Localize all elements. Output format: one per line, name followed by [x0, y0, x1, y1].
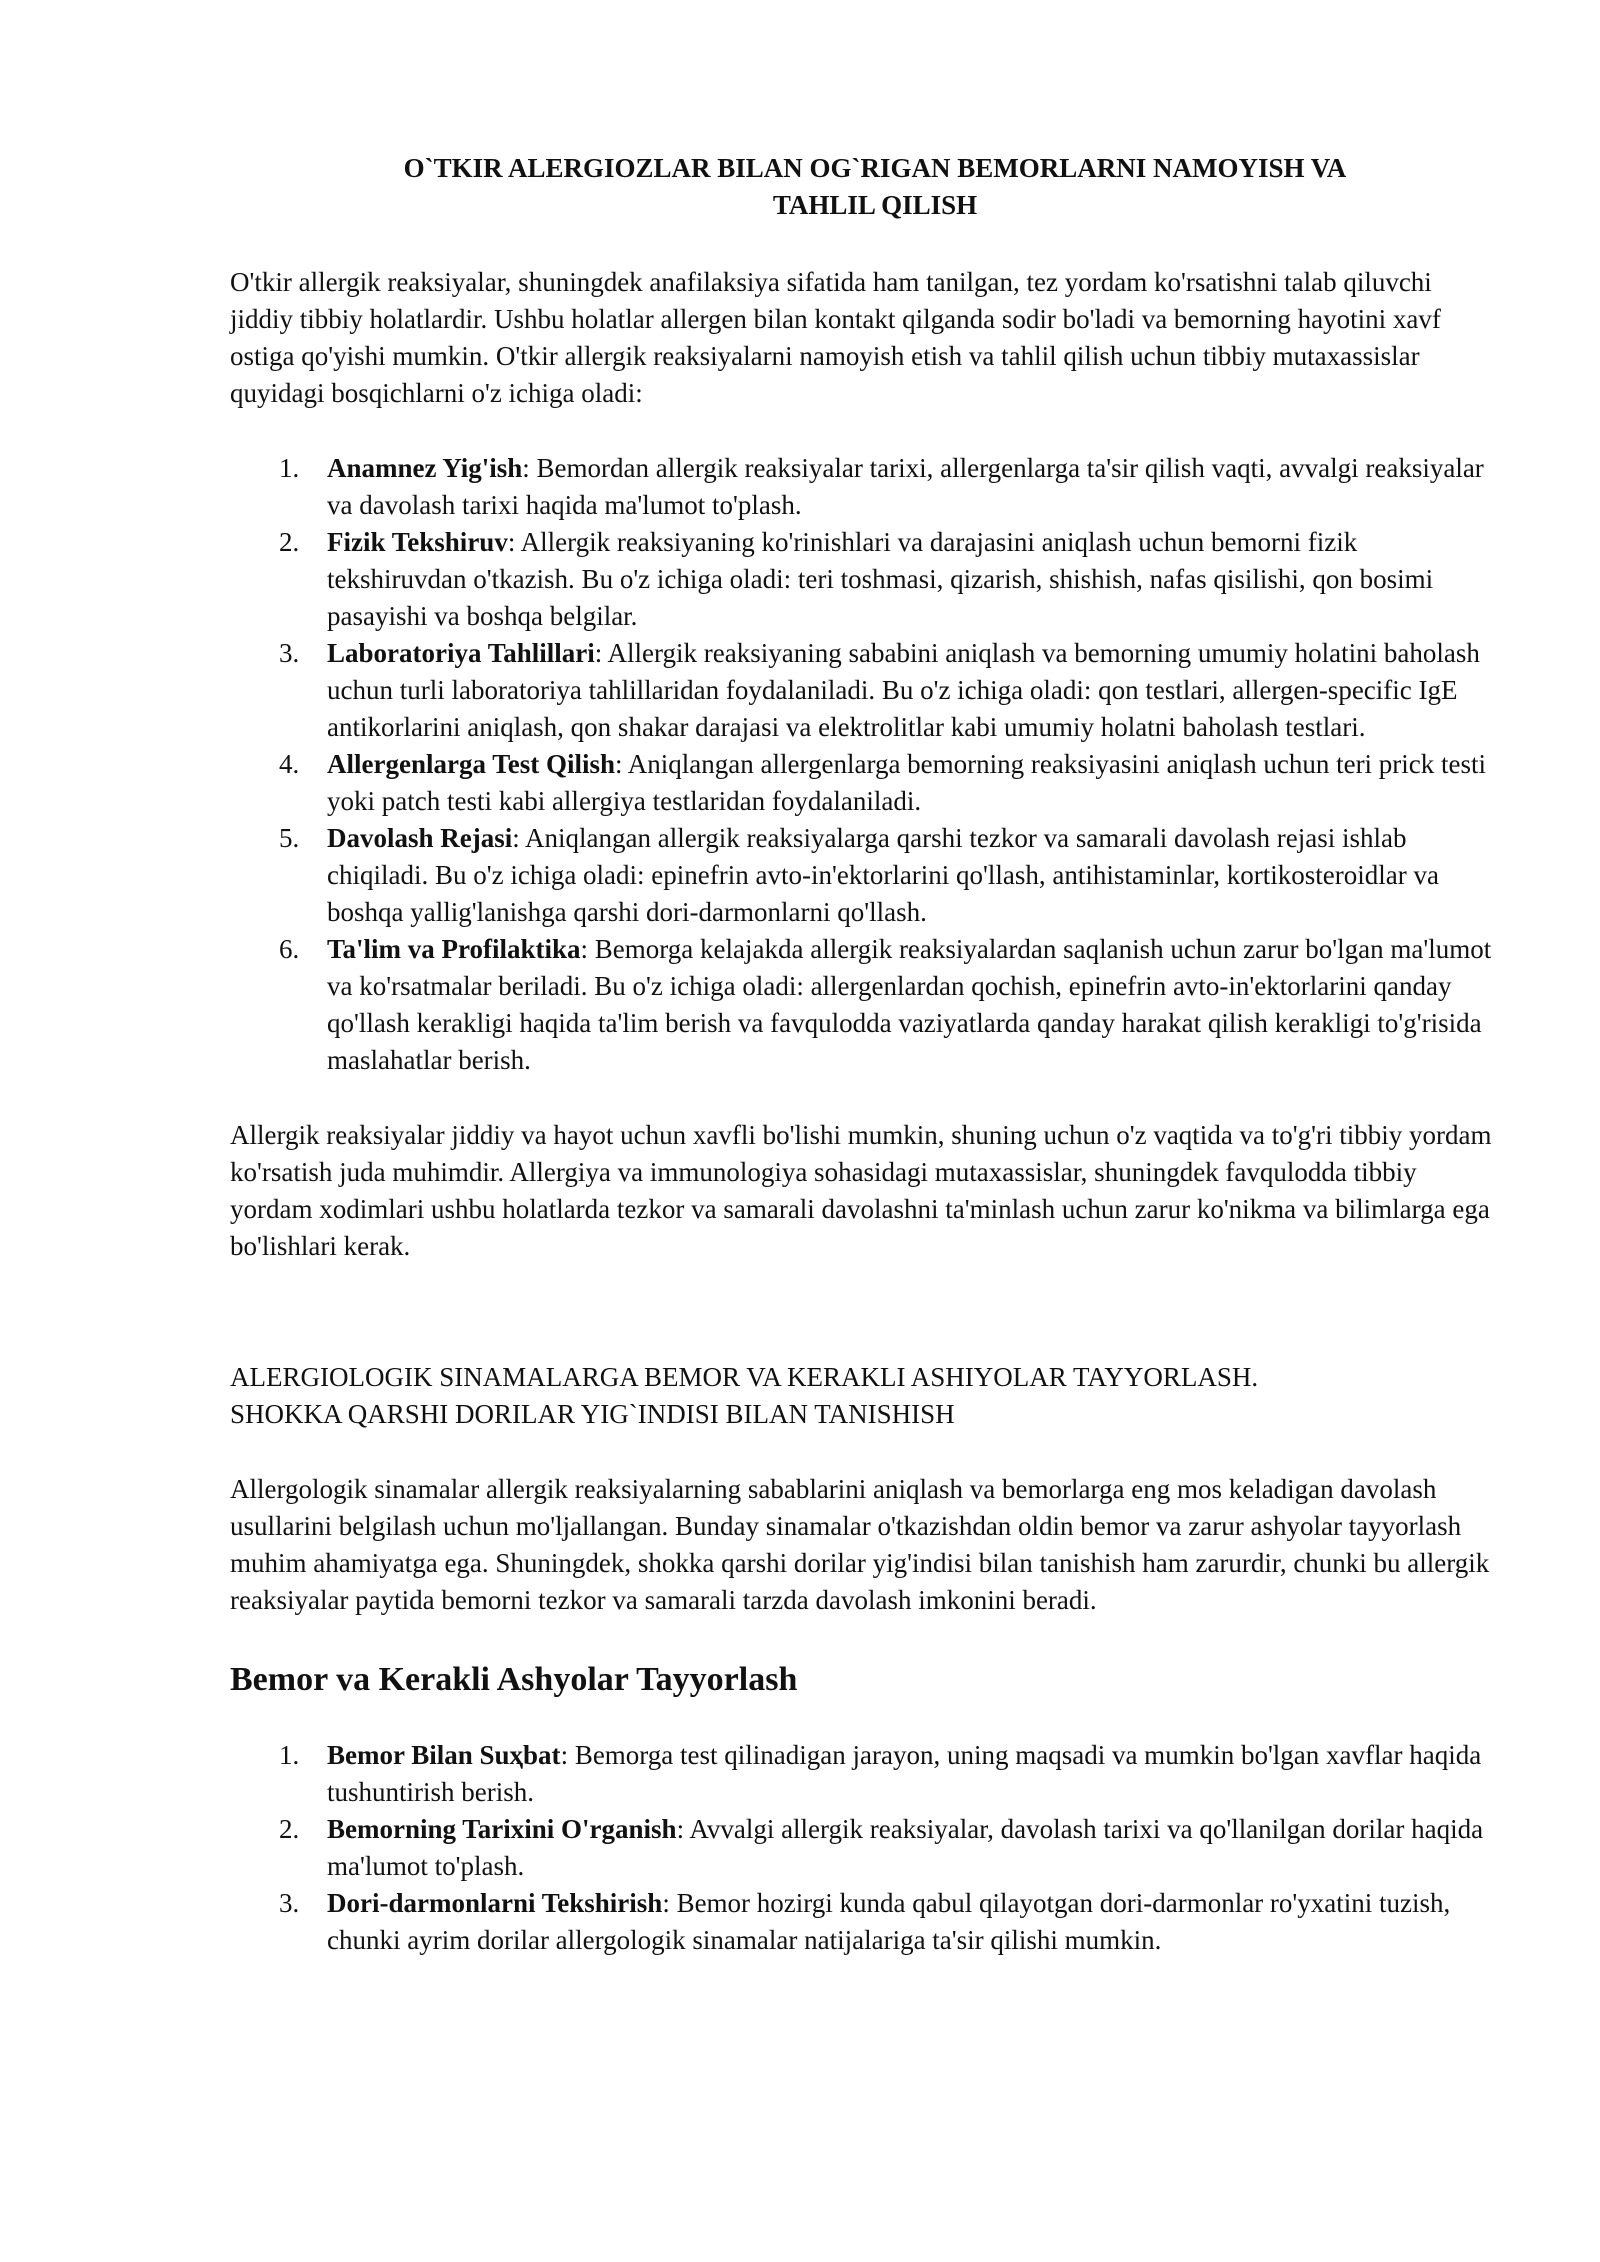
- list-item: [230, 1811, 1500, 1885]
- list-term: Davolash Rejasi: [327, 823, 513, 853]
- list-number: 6.: [279, 934, 300, 964]
- list-term: Bemor Bilan Suҳbat: [327, 1740, 561, 1770]
- list-term: Ta'lim va Profilaktika: [327, 934, 581, 964]
- list-text: : Allergik reaksiyaning ko'rinishlari va darajasini aniqlash uchun bemorni fizik tekshiruvdan o'tkazish. Bu o'z ichiga oladi: teri toshmasi, qizarish, shishish, nafas qisilishi, qon bosimi pasayishi va boshqa belgilar.: [327, 527, 1434, 631]
- list-term: Dori-darmonlarni Tekshirish: [327, 1888, 663, 1918]
- list-term: Laboratoriya Tahlillari: [327, 638, 595, 668]
- document-title: [230, 150, 1500, 224]
- section-paragraph: Allergologik sinamalar allergik reaksiyalarning sabablarini aniqlash va bemorlarga eng mos keladigan davolash usullarini belgilash uchun mo'ljallangan. Bunday sinamalar o'tkazishdan oldin bemor va zarur ashyolar tayyorlash muhim ahamiyatga ega. Shuningdek, shokka qarshi dorilar yig'indisi bilan tanishish ham zarurdir, chunki bu allergik reaksiyalar paytida bemorni tezkor va samarali tarzda davolash imkonini beradi.: [230, 1474, 1490, 1615]
- list-number: 2.: [279, 527, 300, 557]
- closing-paragraph: Allergik reaksiyalar jiddiy va hayot uchun xavfli bo'lishi mumkin, shuning uchun o'z vaqtida va to'g'ri tibbiy yordam ko'rsatish juda muhimdir. Allergiya va immunologiya sohasidagi mutaxassislar, shuningdek favqulodda tibbiy yordam xodimlari ushbu holatlarda tezkor va samarali davolashni ta'minlash uchun zarur ko'nikma va bilimlarga ega bo'lishlari kerak.: [230, 1120, 1492, 1261]
- list-number: 1.: [279, 453, 300, 483]
- list-item: [230, 1737, 1500, 1811]
- list-number: 5.: [279, 823, 300, 853]
- title-line-2: TAHLIL QILISH: [772, 190, 978, 220]
- list-text: : Bemor hozirgi kunda qabul qilayotgan dori-darmonlar ro'yxatini tuzish, chunki ayrim dorilar allergologik sinamalar natijalariga ta'sir qilishi mumkin.: [327, 1888, 1451, 1955]
- list-number: 1.: [279, 1740, 300, 1770]
- list-text: : Aniqlangan allergenlarga bemorning reaksiyasini aniqlash uchun teri prick testi yoki patch testi kabi allergiya testlaridan foydalaniladi.: [327, 749, 1487, 816]
- list-text: : Avvalgi allergik reaksiyalar, davolash tarixi va qo'llanilgan dorilar haqida ma'lumot to'plash.: [327, 1814, 1484, 1881]
- list-number: 3.: [279, 638, 300, 668]
- section-heading-line-2: SHOKKA QARSHI DORILAR YIG`INDISI BILAN TANISHISH: [230, 1399, 955, 1429]
- prep-steps-list: [230, 1737, 1500, 1959]
- list-item: [230, 524, 1500, 635]
- list-item: [230, 635, 1500, 746]
- list-text: : Allergik reaksiyaning sababini aniqlash va bemorning umumiy holatini baholash uchun turli laboratoriya tahlillaridan foydalaniladi. Bu o'z ichiga oladi: qon testlari, allergen-specific IgE antikorlarini aniqlash, qon shakar darajasi va elektrolitlar kabi umumiy holatni baholash testlari.: [327, 638, 1480, 742]
- list-term: Allergenlarga Test Qilish: [327, 749, 616, 779]
- list-item: [230, 820, 1500, 931]
- intro-paragraph: O'tkir allergik reaksiyalar, shuningdek anafilaksiya sifatida ham tanilgan, tez yordam ko'rsatishni talab qiluvchi jiddiy tibbiy holatlardir. Ushbu holatlar allergen bilan kontakt qilganda sodir bo'ladi va bemorning hayotini xavf ostiga qo'yishi mumkin. O'tkir allergik reaksiyalarni namoyish etish va tahlil qilish uchun tibbiy mutaxassislar quyidagi bosqichlarni o'z ichiga oladi:: [230, 267, 1441, 408]
- list-text: : Bemordan allergik reaksiyalar tarixi, allergenlarga ta'sir qilish vaqti, avvalgi reaksiyalar va davolash tarixi haqida ma'lumot to'plash.: [327, 453, 1484, 520]
- list-term: Anamnez Yig'ish: [327, 453, 523, 483]
- list-text: : Bemorga kelajakda allergik reaksiyalardan saqlanish uchun zarur bo'lgan ma'lumot va ko'rsatmalar beriladi. Bu o'z ichiga oladi: allergenlardan qochish, epinefrin avto-in'ektorlarini qanday qo'llash kerakligi haqida ta'lim berish va favqulodda vaziyatlarda qanday harakat qilish kerakligi to'g'risida maslahatlar berish.: [327, 934, 1492, 1075]
- list-item: [230, 1885, 1500, 1959]
- list-term: Bemorning Tarixini O'rganish: [327, 1814, 677, 1844]
- list-term: Fizik Tekshiruv: [327, 527, 508, 557]
- list-number: 4.: [279, 749, 300, 779]
- title-line-1: O`TKIR ALERGIOZLAR BILAN OG`RIGAN BEMORLARNI NAMOYISH VA: [403, 153, 1347, 183]
- list-text: : Bemorga test qilinadigan jarayon, uning maqsadi va mumkin bo'lgan xavflar haqida tushuntirish berish.: [327, 1740, 1482, 1807]
- list-number: 2.: [279, 1814, 300, 1844]
- subheading: Bemor va Kerakli Ashyolar Tayyorlash: [230, 1661, 798, 1698]
- section-heading: [230, 1359, 1500, 1433]
- list-item: [230, 450, 1500, 524]
- list-text: : Aniqlangan allergik reaksiyalarga qarshi tezkor va samarali davolash rejasi ishlab chiqiladi. Bu o'z ichiga oladi: epinefrin avto-in'ektorlarini qo'llash, antihistaminlar, kortikosteroidlar va boshqa yallig'lanishga qarshi dori-darmonlarni qo'llash.: [327, 823, 1439, 927]
- steps-list: [230, 450, 1500, 1079]
- list-number: 3.: [279, 1888, 300, 1918]
- list-item: [230, 746, 1500, 820]
- list-item: [230, 931, 1500, 1079]
- section-heading-line-1: ALERGIOLOGIK SINAMALARGA BEMOR VA KERAKLI ASHIYOLAR TAYYORLASH.: [230, 1362, 1259, 1392]
